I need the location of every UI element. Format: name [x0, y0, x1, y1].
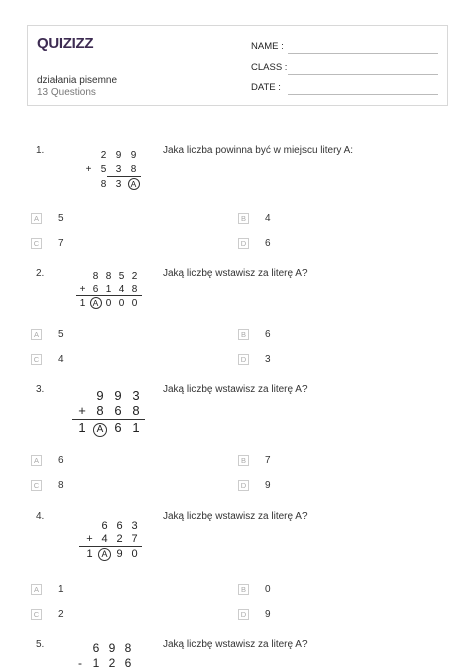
digit: 6	[124, 656, 132, 670]
option-a[interactable]	[31, 455, 64, 466]
digit: 4	[118, 284, 125, 295]
digit: 3	[131, 520, 138, 532]
option-c[interactable]	[31, 480, 64, 491]
option-b[interactable]	[238, 455, 271, 466]
digit: 6	[101, 520, 108, 532]
plus-sign: +	[86, 533, 93, 545]
sum-line	[107, 176, 141, 177]
option-b[interactable]	[238, 584, 271, 595]
unknown-a-circle: A	[93, 423, 107, 437]
question-text: Jaką liczbę wstawisz za literę A?	[163, 384, 308, 395]
digit: 9	[96, 388, 104, 403]
option-b[interactable]	[238, 329, 271, 340]
option-value: 8	[58, 480, 64, 491]
option-letter: B	[238, 329, 249, 340]
question-number: 5.	[36, 639, 45, 650]
digit: 9	[115, 150, 122, 161]
option-letter: B	[238, 584, 249, 595]
digit: 8	[105, 271, 112, 282]
option-value: 6	[58, 455, 64, 466]
digit: 0	[105, 298, 112, 309]
question-number: 4.	[36, 511, 45, 522]
option-letter: A	[31, 584, 42, 595]
question-count: 13 Questions	[37, 87, 96, 98]
option-letter: C	[31, 480, 42, 491]
plus-sign: +	[85, 164, 92, 175]
column-subtraction	[60, 641, 150, 670]
option-value: 6	[265, 329, 271, 340]
digit: 8	[92, 271, 99, 282]
digit: 9	[130, 150, 137, 161]
digit: 0	[118, 298, 125, 309]
sum-line	[79, 546, 142, 547]
option-c[interactable]	[31, 609, 64, 620]
option-a[interactable]	[31, 213, 64, 224]
option-value: 9	[265, 609, 271, 620]
option-value: 2	[58, 609, 64, 620]
option-letter: A	[31, 329, 42, 340]
option-value: 4	[265, 213, 271, 224]
plus-sign: +	[78, 403, 86, 418]
worksheet-header	[27, 25, 448, 106]
class-label: CLASS :	[251, 62, 288, 73]
class-line[interactable]	[288, 74, 438, 75]
digit: 8	[132, 403, 140, 418]
option-value: 6	[265, 238, 271, 249]
question-number: 3.	[36, 384, 45, 395]
digit: 1	[79, 298, 86, 309]
digit: 0	[131, 548, 138, 560]
minus-sign: -	[78, 656, 82, 670]
question-text: Jaką liczbę wstawisz za literę A?	[163, 639, 308, 650]
digit: 6	[116, 520, 123, 532]
option-value: 9	[265, 480, 271, 491]
unknown-a-circle: A	[90, 297, 102, 309]
option-a[interactable]	[31, 329, 64, 340]
option-letter: D	[238, 609, 249, 620]
digit: 2	[116, 533, 123, 545]
digit: 1	[78, 420, 86, 435]
digit: 8	[100, 179, 107, 190]
question-text: Jaką liczbę wstawisz za literę A?	[163, 268, 308, 279]
option-value: 4	[58, 354, 64, 365]
digit: 2	[100, 150, 107, 161]
option-letter: D	[238, 354, 249, 365]
unknown-a-circle: A	[98, 548, 111, 561]
column-addition	[60, 150, 150, 195]
plus-sign: +	[79, 284, 86, 295]
option-d[interactable]	[238, 238, 271, 249]
question-text: Jaką liczbę wstawisz za literę A?	[163, 511, 308, 522]
digit: 1	[105, 284, 112, 295]
digit: 6	[92, 284, 99, 295]
digit: 6	[92, 641, 100, 655]
option-c[interactable]	[31, 354, 64, 365]
question-number: 1.	[36, 145, 45, 156]
digit: 5	[118, 271, 125, 282]
option-d[interactable]	[238, 354, 271, 365]
option-letter: A	[31, 455, 42, 466]
option-value: 5	[58, 213, 64, 224]
digit: 3	[115, 179, 122, 190]
question-text: Jaka liczba powinna być w miejscu litery A:	[163, 145, 354, 156]
digit: 9	[116, 548, 123, 560]
option-letter: A	[31, 213, 42, 224]
column-addition	[60, 520, 150, 565]
digit: 7	[131, 533, 138, 545]
sum-line	[76, 295, 142, 296]
unknown-a-circle: A	[128, 178, 140, 190]
digit: 2	[131, 271, 138, 282]
digit: 8	[124, 641, 132, 655]
digit: 0	[131, 298, 138, 309]
option-letter: C	[31, 354, 42, 365]
option-value: 7	[265, 455, 271, 466]
digit: 2	[108, 656, 116, 670]
digit: 4	[101, 533, 108, 545]
option-value: 3	[265, 354, 271, 365]
digit: 6	[114, 403, 122, 418]
option-letter: D	[238, 238, 249, 249]
option-c[interactable]	[31, 238, 64, 249]
digit: 1	[92, 656, 100, 670]
option-letter: C	[31, 238, 42, 249]
option-letter: C	[31, 609, 42, 620]
option-letter: B	[238, 455, 249, 466]
worksheet-title: działania pisemne	[37, 75, 118, 86]
quizizz-logo: QUIZIZZ	[37, 35, 94, 52]
digit: 6	[114, 420, 122, 435]
name-label: NAME :	[251, 41, 284, 52]
option-value: 1	[58, 584, 64, 595]
option-value: 0	[265, 584, 271, 595]
option-d[interactable]	[238, 609, 271, 620]
option-letter: B	[238, 213, 249, 224]
option-d[interactable]	[238, 480, 271, 491]
digit: 3	[132, 388, 140, 403]
question-number: 2.	[36, 268, 45, 279]
digit: 9	[114, 388, 122, 403]
option-a[interactable]	[31, 584, 64, 595]
name-line[interactable]	[288, 53, 438, 54]
digit: 8	[131, 284, 138, 295]
date-label: DATE :	[251, 82, 281, 93]
option-value: 7	[58, 238, 64, 249]
digit: 1	[132, 420, 140, 435]
column-addition	[60, 271, 150, 316]
digit: 8	[96, 403, 104, 418]
digit: 9	[108, 641, 116, 655]
date-line[interactable]	[288, 94, 438, 95]
digit: 8	[130, 164, 137, 175]
option-letter: D	[238, 480, 249, 491]
option-b[interactable]	[238, 213, 271, 224]
digit: 1	[86, 548, 93, 560]
option-value: 5	[58, 329, 64, 340]
digit: 5	[100, 164, 107, 175]
digit: 3	[115, 164, 122, 175]
column-addition	[60, 388, 150, 438]
